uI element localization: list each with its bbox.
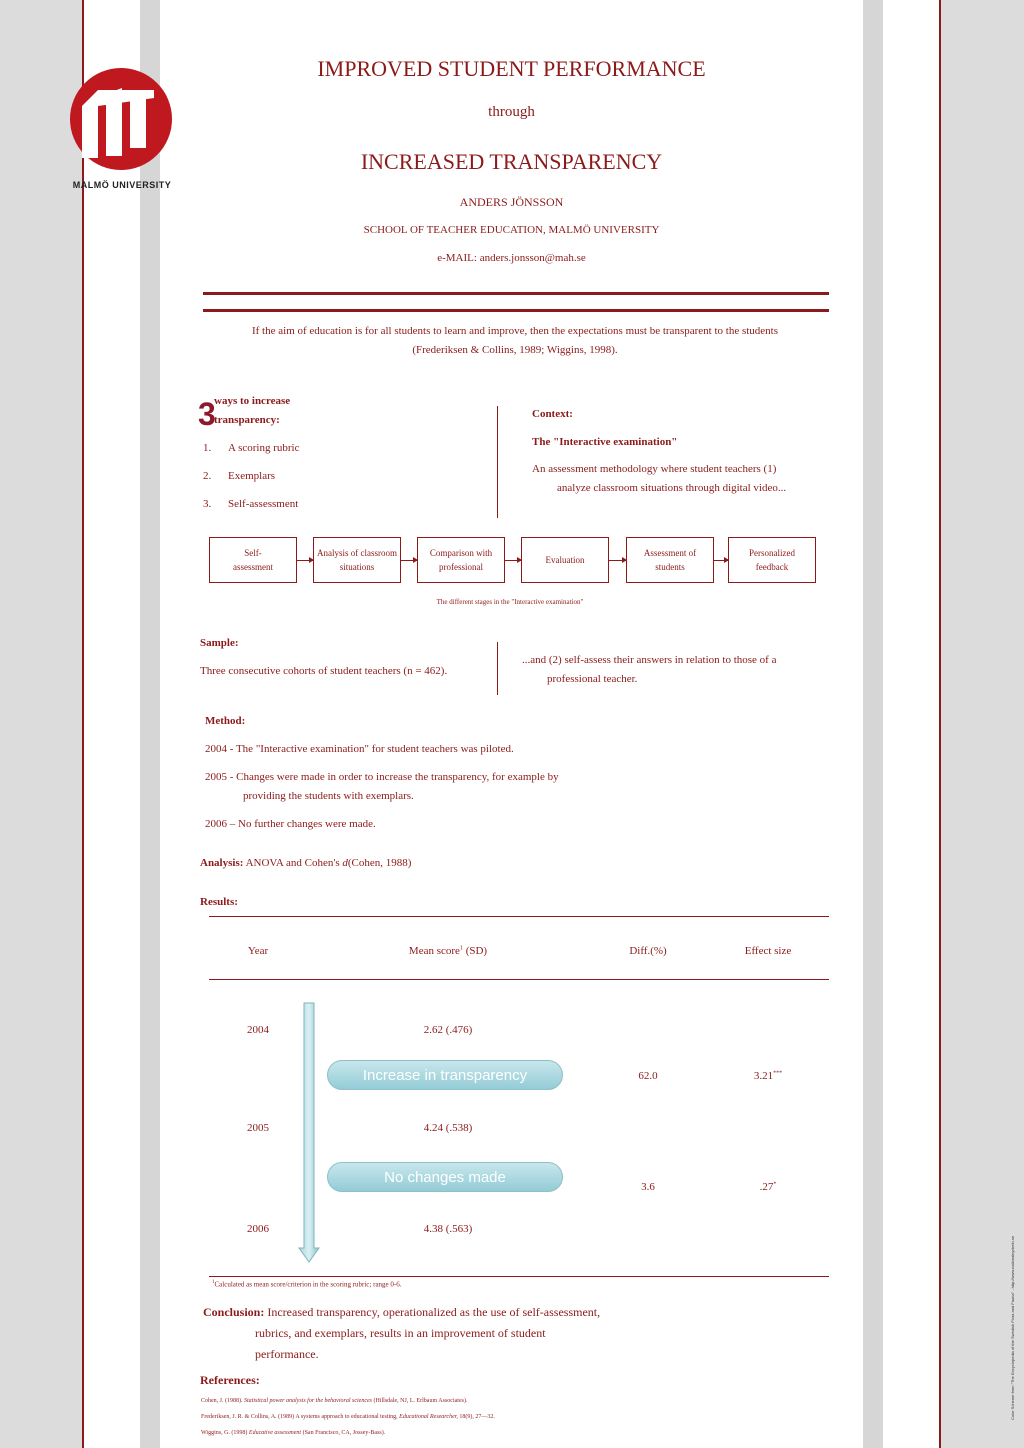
col-mean-sd: (SD) <box>462 945 488 957</box>
col-mean-label: Mean score <box>408 945 460 957</box>
diff-2005-2006: 3.6 <box>641 1181 655 1193</box>
analysis-d: d <box>342 857 348 869</box>
ways-item-1-num: 1. <box>203 442 212 454</box>
sample-divider <box>497 642 498 695</box>
sample-right-2: professional teacher. <box>547 673 638 685</box>
col-diff: Diff.(%) <box>629 945 667 957</box>
title-line-1: IMPROVED STUDENT PERFORMANCE <box>317 56 706 81</box>
stage-box-analysis: Analysis of classroom situations <box>313 537 401 583</box>
reference-text: (San Francisco, CA, Jossey-Bass). <box>302 1430 386 1436</box>
method-2005-a: 2005 - Changes were made in order to increase the transparency, for example by <box>205 771 559 783</box>
conclusion-line-2: rubrics, and exemplars, results in an improvement of student <box>255 1326 546 1340</box>
stage-arrow <box>714 560 728 561</box>
effect-2004-2005-sig: *** <box>773 1070 783 1077</box>
stage-box-evaluation: Evaluation <box>521 537 609 583</box>
context-divider <box>497 406 498 518</box>
effect-2005-2006 <box>728 1181 808 1193</box>
ways-item-2-num: 2. <box>203 470 212 482</box>
conclusion-line-3: performance. <box>255 1347 319 1361</box>
stage-arrow <box>505 560 521 561</box>
stage-arrow <box>609 560 626 561</box>
effect-2004-2005-value: 3.21 <box>753 1070 774 1082</box>
stage-arrow <box>297 560 313 561</box>
stage-box-comparison: Comparison with professional <box>417 537 505 583</box>
context-text-2: analyze classroom situations through digital video... <box>557 482 787 494</box>
ways-item-3: Self-assessment <box>228 498 299 510</box>
right-red-line <box>939 0 941 1448</box>
row-2006-mean: 4.38 (.563) <box>423 1223 473 1235</box>
right-white-band <box>883 0 939 1448</box>
left-grey-band <box>140 0 160 1448</box>
context-heading: Context: <box>532 408 573 420</box>
references-heading: References: <box>200 1373 260 1387</box>
col-mean <box>368 945 528 957</box>
stage-arrow <box>401 560 417 561</box>
title-through: through <box>488 104 535 120</box>
left-white-band <box>84 0 140 1448</box>
table-rule-header <box>209 979 829 980</box>
footnote-marker: 1 <box>212 1280 215 1285</box>
reference-title: Statistical power analysis for the behavioral sciences <box>244 1398 372 1404</box>
sample-text: Three consecutive cohorts of student teachers (n = 462). <box>200 665 448 677</box>
analysis-label: Analysis: <box>200 857 244 869</box>
reference-item <box>201 1430 385 1436</box>
ways-item-3-num: 3. <box>203 498 212 510</box>
email: e-MAIL: anders.jonsson@mah.se <box>437 252 586 264</box>
row-2004-year: 2004 <box>247 1024 269 1036</box>
ways-heading-1: ways to increase <box>214 395 291 407</box>
conclusion-label: Conclusion: <box>203 1305 265 1319</box>
malmo-logo <box>68 66 174 172</box>
logo-caption: MALMÖ UNIVERSITY <box>72 180 172 190</box>
affiliation: SCHOOL OF TEACHER EDUCATION, MALMÖ UNIVERSITY <box>363 224 660 236</box>
header-rule-bottom <box>203 309 829 312</box>
effect-2005-2006-value: .27 <box>759 1181 774 1193</box>
ways-heading-2: transparency: <box>214 414 280 426</box>
conclusion-line-1 <box>203 1305 600 1320</box>
context-subheading: The "Interactive examination" <box>532 436 678 448</box>
ways-item-2: Exemplars <box>228 470 276 482</box>
left-red-line <box>82 0 84 1448</box>
stage-box-self-assessment: Self- assessment <box>209 537 297 583</box>
col-mean-footnote-marker: 1 <box>459 945 463 952</box>
reference-item <box>201 1398 467 1404</box>
right-grey-band <box>863 0 883 1448</box>
title-line-2: INCREASED TRANSPARENCY <box>360 149 663 174</box>
row-2006-year: 2006 <box>247 1223 269 1235</box>
analysis-line <box>200 857 411 869</box>
analysis-text-b: (Cohen, 1988) <box>347 857 412 869</box>
method-2006: 2006 – No further changes were made. <box>205 818 376 830</box>
row-2005-mean: 4.24 (.538) <box>423 1122 473 1134</box>
diff-2004-2005: 62.0 <box>638 1070 658 1082</box>
sample-heading: Sample: <box>200 637 239 649</box>
footnote-text: Calculated as mean score/criterion in the scoring rubric; range 0-6. <box>214 1280 402 1289</box>
reference-text: Cohen, J. (1988). <box>201 1398 243 1404</box>
method-heading: Method: <box>205 715 246 727</box>
reference-text: Wiggins, G. (1998) <box>201 1430 248 1436</box>
reference-item <box>201 1414 495 1420</box>
increase-transparency-pill: Increase in transparency <box>327 1060 563 1090</box>
reference-title: Educational Researcher, <box>399 1414 458 1420</box>
sample-right-1: ...and (2) self-assess their answers in relation to those of a <box>522 654 777 666</box>
results-heading: Results: <box>200 896 238 908</box>
stages-caption: The different stages in the "Interactive examination" <box>436 598 584 606</box>
reference-text: Frederiksen, J. R. & Collins, A. (1989) A systems approach to educational testing, <box>201 1414 398 1420</box>
intro-line-2: (Frederiksen & Collins, 1989; Wiggins, 1998). <box>412 344 618 356</box>
intro-line-1: If the aim of education is for all students to learn and improve, then the expectations must be transparent to the students <box>251 325 779 337</box>
reference-text: 18(9), 27—32. <box>459 1414 495 1420</box>
col-year: Year <box>247 945 269 957</box>
stage-box-feedback: Personalized feedback <box>728 537 816 583</box>
method-2004: 2004 - The "Interactive examination" for student teachers was piloted. <box>205 743 514 755</box>
effect-2005-2006-sig: * <box>773 1181 777 1188</box>
ways-item-1: A scoring rubric <box>228 442 300 454</box>
stage-box-assessment-of-students: Assessment of students <box>626 537 714 583</box>
side-credit-note: Color Scheme from "The Encyclopedia of the Swedish Flora and Fauna" - http://www.nationalnyckeln.se <box>1010 1235 1015 1420</box>
reference-title: Educative assessment <box>248 1430 302 1436</box>
context-text-1: An assessment methodology where student teachers (1) <box>532 463 777 475</box>
table-rule-bottom <box>209 1276 829 1277</box>
col-effect: Effect size <box>744 945 792 957</box>
method-2005-b: providing the students with exemplars. <box>243 790 414 802</box>
header-rule-top <box>203 292 829 295</box>
conclusion-text-1: Increased transparency, operationalized as the use of self-assessment, <box>267 1305 601 1319</box>
no-changes-pill: No changes made <box>327 1162 563 1192</box>
timeline-arrow <box>298 1002 320 1264</box>
author-name: ANDERS JÖNSSON <box>459 195 564 209</box>
analysis-text-a: ANOVA and Cohen's <box>245 857 340 869</box>
reference-text: (Hillsdale, NJ, L. Erlbaum Associates). <box>373 1398 468 1404</box>
row-2005-year: 2005 <box>247 1122 269 1134</box>
ways-number: 3 <box>198 396 216 432</box>
table-rule-top <box>209 916 829 917</box>
effect-2004-2005 <box>728 1070 808 1082</box>
row-2004-mean: 2.62 (.476) <box>423 1024 473 1036</box>
table-footnote <box>212 1280 401 1288</box>
